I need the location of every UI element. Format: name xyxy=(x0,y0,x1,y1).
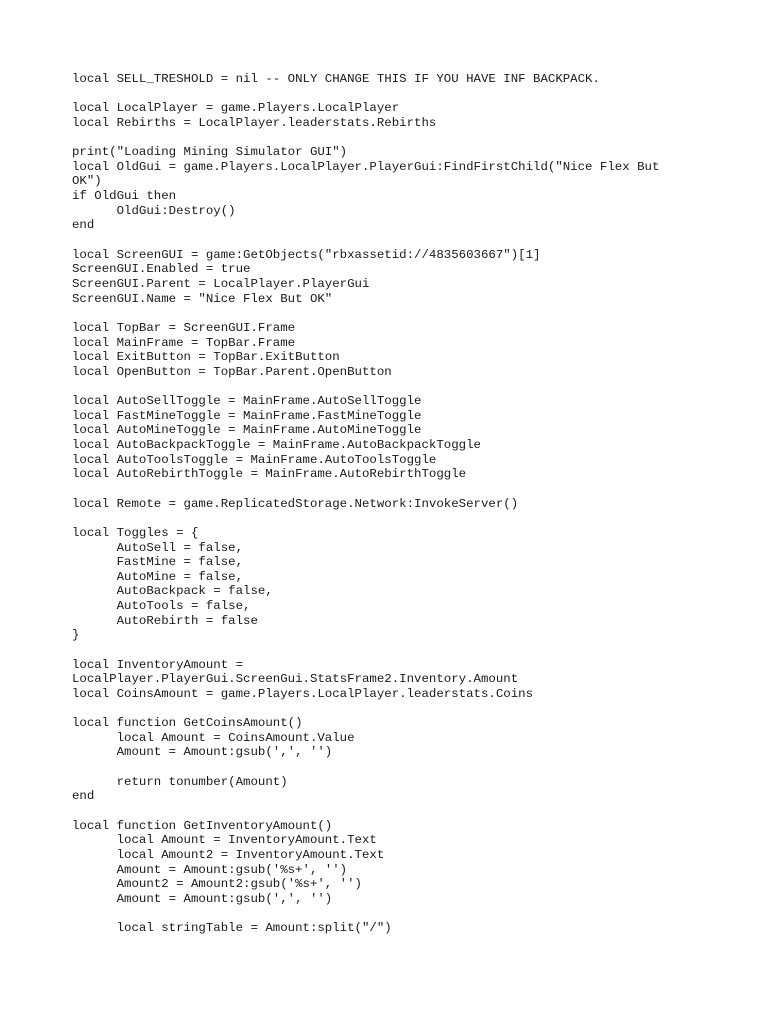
blank-line xyxy=(72,379,712,394)
blank-line xyxy=(72,482,712,497)
blank-line xyxy=(72,760,712,775)
code-line: if OldGui then xyxy=(72,189,177,204)
code-line: local OldGui = game.Players.LocalPlayer.PlayerGui:FindFirstChild("Nice Flex But xyxy=(72,159,660,174)
code-line: Amount = Amount:gsub(',', '') xyxy=(72,745,333,760)
code-line: local Rebirths = LocalPlayer.leaderstats.Rebirths xyxy=(72,115,437,130)
code-line: local Amount2 = InventoryAmount.Text xyxy=(72,847,385,862)
code-line: AutoRebirth = false xyxy=(72,613,258,628)
code-line: local SELL_TRESHOLD = nil -- ONLY CHANGE THIS IF YOU HAVE INF BACKPACK. xyxy=(72,72,600,86)
code-line: local InventoryAmount = xyxy=(72,657,244,672)
code-line: local Amount = InventoryAmount.Text xyxy=(72,833,377,848)
code-line: LocalPlayer.PlayerGui.ScreenGui.StatsFrame2.Inventory.Amount xyxy=(72,672,519,687)
code-line: Amount2 = Amount2:gsub('%s+', '') xyxy=(72,877,362,892)
blank-line xyxy=(72,643,712,658)
code-line: AutoBackpack = false, xyxy=(72,584,273,599)
code-line: Amount = Amount:gsub(',', '') xyxy=(72,891,333,906)
code-line: OldGui:Destroy() xyxy=(72,203,236,218)
code-line: local stringTable = Amount:split("/") xyxy=(72,921,392,936)
blank-line xyxy=(72,702,712,717)
code-line: local ExitButton = TopBar.ExitButton xyxy=(72,350,340,365)
code-line: local function GetInventoryAmount() xyxy=(72,818,333,833)
code-line: local function GetCoinsAmount() xyxy=(72,716,303,731)
code-block xyxy=(72,72,712,936)
blank-line xyxy=(72,804,712,819)
code-line: local LocalPlayer = game.Players.LocalPlayer xyxy=(72,101,400,116)
code-line: local AutoToolsToggle = MainFrame.AutoToolsToggle xyxy=(72,452,437,467)
code-line: AutoMine = false, xyxy=(72,569,244,584)
code-line: local FastMineToggle = MainFrame.FastMineToggle xyxy=(72,408,422,423)
code-line: print("Loading Mining Simulator GUI") xyxy=(72,145,348,160)
code-line: local Toggles = { xyxy=(72,525,199,540)
blank-line xyxy=(72,306,712,321)
code-line: ScreenGUI.Enabled = true xyxy=(72,262,251,277)
code-line: ScreenGUI.Name = "Nice Flex But OK" xyxy=(72,291,333,306)
code-line: AutoTools = false, xyxy=(72,599,251,614)
code-line: local AutoRebirthToggle = MainFrame.AutoRebirthToggle xyxy=(72,467,467,482)
code-line: local ScreenGUI = game:GetObjects("rbxassetid://4835603667")[1] xyxy=(72,247,541,262)
code-line: local Remote = game.ReplicatedStorage.Network:InvokeServer() xyxy=(72,496,519,511)
blank-line xyxy=(72,511,712,526)
code-line: local AutoSellToggle = MainFrame.AutoSellToggle xyxy=(72,394,422,409)
blank-line xyxy=(72,131,712,146)
code-line: local AutoBackpackToggle = MainFrame.AutoBackpackToggle xyxy=(72,438,481,453)
blank-line xyxy=(72,907,712,922)
code-line: local TopBar = ScreenGUI.Frame xyxy=(72,320,296,335)
code-line: AutoSell = false, xyxy=(72,540,244,555)
code-line: ScreenGUI.Parent = LocalPlayer.PlayerGui xyxy=(72,276,370,291)
code-line: } xyxy=(72,628,80,643)
code-line: local CoinsAmount = game.Players.LocalPlayer.leaderstats.Coins xyxy=(72,686,534,701)
code-line: end xyxy=(72,218,95,233)
code-line: local AutoMineToggle = MainFrame.AutoMineToggle xyxy=(72,423,422,438)
code-line: FastMine = false, xyxy=(72,555,244,570)
blank-line xyxy=(72,87,712,102)
code-line: Amount = Amount:gsub('%s+', '') xyxy=(72,862,348,877)
blank-line xyxy=(72,233,712,248)
code-line: return tonumber(Amount) xyxy=(72,774,288,789)
code-line: local Amount = CoinsAmount.Value xyxy=(72,730,355,745)
code-line: local MainFrame = TopBar.Frame xyxy=(72,335,296,350)
code-line: local OpenButton = TopBar.Parent.OpenButton xyxy=(72,364,392,379)
code-line: OK") xyxy=(72,174,102,189)
code-line: end xyxy=(72,789,95,804)
